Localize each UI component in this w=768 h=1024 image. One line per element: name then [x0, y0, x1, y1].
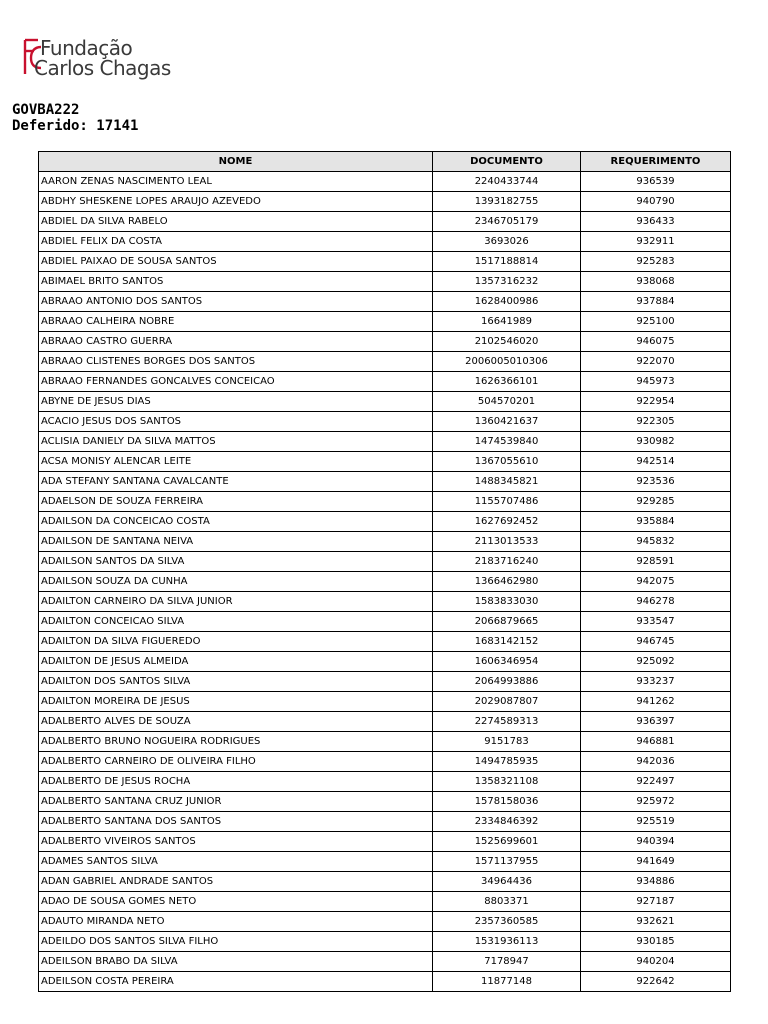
cell-documento: 11877148	[433, 972, 581, 992]
cell-nome: ABRAAO FERNANDES GONCALVES CONCEICAO	[39, 372, 433, 392]
table-row	[39, 552, 731, 572]
cell-documento: 2240433744	[433, 172, 581, 192]
cell-nome: ABDHY SHESKENE LOPES ARAUJO AZEVEDO	[39, 192, 433, 212]
cell-documento: 1531936113	[433, 932, 581, 952]
table-row	[39, 372, 731, 392]
cell-requerimento: 925519	[581, 812, 731, 832]
cell-documento: 2102546020	[433, 332, 581, 352]
cell-requerimento: 942075	[581, 572, 731, 592]
cell-requerimento: 930982	[581, 432, 731, 452]
cell-nome: ABYNE DE JESUS DIAS	[39, 392, 433, 412]
cell-documento: 2183716240	[433, 552, 581, 572]
cell-documento: 1367055610	[433, 452, 581, 472]
table-row	[39, 952, 731, 972]
cell-documento: 1155707486	[433, 492, 581, 512]
cell-nome: ABRAAO CASTRO GUERRA	[39, 332, 433, 352]
cell-nome: ACSA MONISY ALENCAR LEITE	[39, 452, 433, 472]
cell-requerimento: 925972	[581, 792, 731, 812]
table-row	[39, 472, 731, 492]
cell-nome: ADAELSON DE SOUZA FERREIRA	[39, 492, 433, 512]
cell-nome: ADALBERTO SANTANA DOS SANTOS	[39, 812, 433, 832]
fcc-logo	[22, 37, 182, 85]
table-row	[39, 532, 731, 552]
cell-requerimento: 932621	[581, 912, 731, 932]
cell-requerimento: 922954	[581, 392, 731, 412]
cell-nome: ABRAAO CLISTENES BORGES DOS SANTOS	[39, 352, 433, 372]
table-row	[39, 812, 731, 832]
cell-nome: ADAMES SANTOS SILVA	[39, 852, 433, 872]
table-row	[39, 672, 731, 692]
cell-requerimento: 941262	[581, 692, 731, 712]
cell-documento: 2113013533	[433, 532, 581, 552]
cell-requerimento: 925092	[581, 652, 731, 672]
cell-nome: ABRAAO ANTONIO DOS SANTOS	[39, 292, 433, 312]
document-heading	[12, 102, 138, 134]
table-row	[39, 432, 731, 452]
cell-nome: ABIMAEL BRITO SANTOS	[39, 272, 433, 292]
cell-documento: 2006005010306	[433, 352, 581, 372]
cell-nome: ADAILSON DA CONCEICAO COSTA	[39, 512, 433, 532]
table-row	[39, 232, 731, 252]
cell-nome: ADAILTON DOS SANTOS SILVA	[39, 672, 433, 692]
cell-requerimento: 922642	[581, 972, 731, 992]
cell-documento: 2274589313	[433, 712, 581, 732]
logo-line-2: Carlos Chagas	[34, 56, 171, 80]
cell-documento: 1357316232	[433, 272, 581, 292]
column-header-requerimento: REQUERIMENTO	[581, 152, 731, 172]
table-row	[39, 592, 731, 612]
table-row	[39, 352, 731, 372]
table-row	[39, 872, 731, 892]
cell-documento: 1578158036	[433, 792, 581, 812]
cell-nome: ADAILSON SOUZA DA CUNHA	[39, 572, 433, 592]
table-row	[39, 652, 731, 672]
cell-requerimento: 932911	[581, 232, 731, 252]
cell-nome: ADALBERTO CARNEIRO DE OLIVEIRA FILHO	[39, 752, 433, 772]
cell-requerimento: 945973	[581, 372, 731, 392]
cell-documento: 9151783	[433, 732, 581, 752]
cell-documento: 2334846392	[433, 812, 581, 832]
cell-requerimento: 936539	[581, 172, 731, 192]
cell-requerimento: 940790	[581, 192, 731, 212]
cell-documento: 1360421637	[433, 412, 581, 432]
table-header-row	[39, 152, 731, 172]
table-row	[39, 752, 731, 772]
table-row	[39, 972, 731, 992]
cell-nome: ADAILTON CONCEICAO SILVA	[39, 612, 433, 632]
cell-requerimento: 938068	[581, 272, 731, 292]
cell-requerimento: 925100	[581, 312, 731, 332]
cell-nome: ADEILSON COSTA PEREIRA	[39, 972, 433, 992]
cell-nome: ABDIEL FELIX DA COSTA	[39, 232, 433, 252]
cell-requerimento: 922305	[581, 412, 731, 432]
cell-nome: ADAUTO MIRANDA NETO	[39, 912, 433, 932]
cell-documento: 1474539840	[433, 432, 581, 452]
table-row	[39, 332, 731, 352]
cell-nome: ADEILDO DOS SANTOS SILVA FILHO	[39, 932, 433, 952]
cell-nome: ADAILTON DE JESUS ALMEIDA	[39, 652, 433, 672]
cell-documento: 1366462980	[433, 572, 581, 592]
cell-nome: ADA STEFANY SANTANA CAVALCANTE	[39, 472, 433, 492]
cell-documento: 1517188814	[433, 252, 581, 272]
cell-documento: 2346705179	[433, 212, 581, 232]
table-row	[39, 852, 731, 872]
cell-documento: 8803371	[433, 892, 581, 912]
cell-documento: 2357360585	[433, 912, 581, 932]
cell-nome: ADAILTON MOREIRA DE JESUS	[39, 692, 433, 712]
table-row	[39, 732, 731, 752]
cell-requerimento: 946881	[581, 732, 731, 752]
cell-requerimento: 942514	[581, 452, 731, 472]
cell-requerimento: 922070	[581, 352, 731, 372]
column-header-documento: DOCUMENTO	[433, 152, 581, 172]
cell-documento: 1626366101	[433, 372, 581, 392]
table-row	[39, 252, 731, 272]
cell-requerimento: 937884	[581, 292, 731, 312]
table-row	[39, 692, 731, 712]
cell-requerimento: 942036	[581, 752, 731, 772]
cell-requerimento: 946278	[581, 592, 731, 612]
cell-documento: 16641989	[433, 312, 581, 332]
cell-documento: 1358321108	[433, 772, 581, 792]
cell-nome: ACLISIA DANIELY DA SILVA MATTOS	[39, 432, 433, 452]
deferido-count: Deferido: 17141	[12, 118, 139, 134]
cell-nome: ADAILTON CARNEIRO DA SILVA JUNIOR	[39, 592, 433, 612]
table-row	[39, 792, 731, 812]
cell-documento: 504570201	[433, 392, 581, 412]
exam-code: GOVBA222	[12, 102, 80, 118]
table-row	[39, 392, 731, 412]
cell-nome: ADEILSON BRABO DA SILVA	[39, 952, 433, 972]
cell-documento: 1606346954	[433, 652, 581, 672]
table-row	[39, 212, 731, 232]
cell-requerimento: 945832	[581, 532, 731, 552]
table-row	[39, 612, 731, 632]
cell-requerimento: 940394	[581, 832, 731, 852]
cell-requerimento: 923536	[581, 472, 731, 492]
cell-requerimento: 922497	[581, 772, 731, 792]
cell-requerimento: 934886	[581, 872, 731, 892]
cell-requerimento: 936397	[581, 712, 731, 732]
cell-requerimento: 936433	[581, 212, 731, 232]
table-row	[39, 452, 731, 472]
logo-line-1: Fundação	[40, 36, 133, 60]
table-row	[39, 892, 731, 912]
cell-nome: ADALBERTO ALVES DE SOUZA	[39, 712, 433, 732]
cell-nome: AARON ZENAS NASCIMENTO LEAL	[39, 172, 433, 192]
cell-requerimento: 933547	[581, 612, 731, 632]
cell-documento: 1571137955	[433, 852, 581, 872]
cell-nome: ADALBERTO DE JESUS ROCHA	[39, 772, 433, 792]
table-row	[39, 312, 731, 332]
fcc-logo-text	[34, 38, 171, 78]
table-row	[39, 772, 731, 792]
cell-documento: 2066879665	[433, 612, 581, 632]
cell-nome: ADAILSON SANTOS DA SILVA	[39, 552, 433, 572]
cell-documento: 7178947	[433, 952, 581, 972]
cell-requerimento: 925283	[581, 252, 731, 272]
table-row	[39, 632, 731, 652]
cell-documento: 1627692452	[433, 512, 581, 532]
cell-documento: 1583833030	[433, 592, 581, 612]
cell-requerimento: 933237	[581, 672, 731, 692]
cell-requerimento: 927187	[581, 892, 731, 912]
cell-nome: ADALBERTO VIVEIROS SANTOS	[39, 832, 433, 852]
table-row	[39, 932, 731, 952]
cell-requerimento: 946075	[581, 332, 731, 352]
cell-documento: 2064993886	[433, 672, 581, 692]
cell-nome: ABDIEL DA SILVA RABELO	[39, 212, 433, 232]
cell-requerimento: 930185	[581, 932, 731, 952]
cell-documento: 1393182755	[433, 192, 581, 212]
cell-documento: 1525699601	[433, 832, 581, 852]
candidates-table	[38, 151, 731, 992]
table-row	[39, 572, 731, 592]
cell-requerimento: 941649	[581, 852, 731, 872]
cell-documento: 1488345821	[433, 472, 581, 492]
table-row	[39, 512, 731, 532]
cell-nome: ABRAAO CALHEIRA NOBRE	[39, 312, 433, 332]
cell-requerimento: 946745	[581, 632, 731, 652]
cell-nome: ADALBERTO SANTANA CRUZ JUNIOR	[39, 792, 433, 812]
cell-requerimento: 928591	[581, 552, 731, 572]
table-row	[39, 412, 731, 432]
table-row	[39, 292, 731, 312]
table-row	[39, 272, 731, 292]
cell-nome: ADALBERTO BRUNO NOGUEIRA RODRIGUES	[39, 732, 433, 752]
table-row	[39, 192, 731, 212]
table-row	[39, 172, 731, 192]
cell-requerimento: 929285	[581, 492, 731, 512]
cell-nome: ABDIEL PAIXAO DE SOUSA SANTOS	[39, 252, 433, 272]
cell-nome: ADAN GABRIEL ANDRADE SANTOS	[39, 872, 433, 892]
cell-documento: 3693026	[433, 232, 581, 252]
cell-documento: 34964436	[433, 872, 581, 892]
cell-nome: ACACIO JESUS DOS SANTOS	[39, 412, 433, 432]
cell-nome: ADAILTON DA SILVA FIGUEREDO	[39, 632, 433, 652]
cell-documento: 1628400986	[433, 292, 581, 312]
cell-requerimento: 935884	[581, 512, 731, 532]
table-row	[39, 832, 731, 852]
cell-documento: 2029087807	[433, 692, 581, 712]
column-header-nome: NOME	[39, 152, 433, 172]
cell-documento: 1683142152	[433, 632, 581, 652]
table-row	[39, 492, 731, 512]
table-row	[39, 712, 731, 732]
table-row	[39, 912, 731, 932]
cell-nome: ADAILSON DE SANTANA NEIVA	[39, 532, 433, 552]
cell-nome: ADAO DE SOUSA GOMES NETO	[39, 892, 433, 912]
cell-documento: 1494785935	[433, 752, 581, 772]
cell-requerimento: 940204	[581, 952, 731, 972]
